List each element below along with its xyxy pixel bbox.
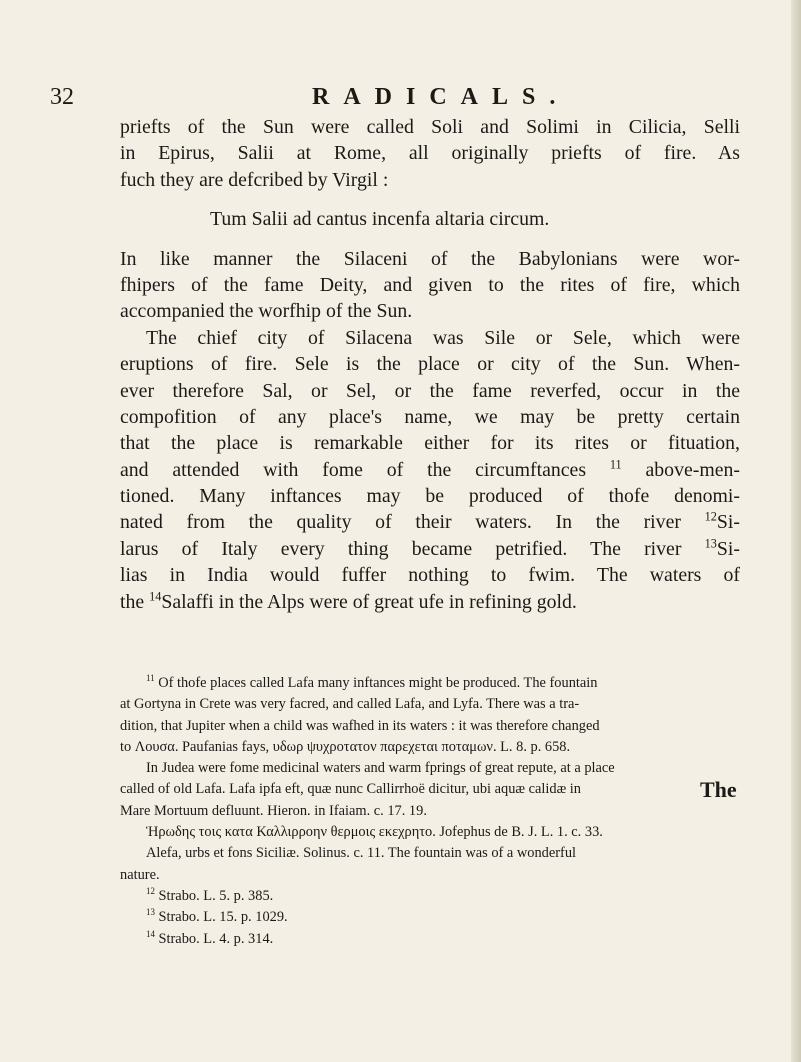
text-line: In like manner the Silaceni of the Babylonians were wor- [120, 247, 740, 270]
text-line: fuch they are defcribed by Virgil : [120, 168, 389, 191]
footnote-line: In Judea were fome medicinal waters and warm fprings of great repute, at a place [146, 760, 615, 777]
footnote-line: called of old Lafa. Lafa ipfa eft, quæ nunc Callirrhoë dicitur, ubi aquæ calidæ in [120, 781, 581, 798]
footnotes [120, 673, 740, 950]
text-line: The chief city of Silacena was Sile or Sele, which were [146, 326, 740, 349]
paragraph-3 [120, 325, 740, 615]
verse-quotation: Tum Salii ad cantus incenfa altaria circum. [210, 208, 550, 231]
footnote-line: $^{13}$ Strabo. L. 15. p. 1029. [146, 907, 288, 926]
paragraph-1 [120, 114, 740, 193]
text-line: eruptions of fire. Sele is the place or city of the Sun. When- [120, 353, 740, 376]
footnote-line: dition, that Jupiter when a child was wafhed in its waters : it was therefore changed [120, 717, 600, 734]
footnote-line: $^{11}$ Of thofe places called Lafa many inftances might be produced. The fountain [146, 673, 598, 691]
body-text [120, 114, 740, 615]
text-line: compofition of any place's name, we may be pretty certain [120, 405, 740, 428]
footnote-ref[interactable]: 12 [704, 509, 717, 524]
footnote-line: $^{14}$ Strabo. L. 4. p. 314. [146, 928, 274, 947]
text-line: tioned. Many inftances may be produced of thofe denomi- [120, 485, 740, 508]
text-line: that the place is remarkable either for its rites or fituation, [120, 432, 740, 455]
running-head: RADICALS. [312, 84, 570, 110]
footnote-ref[interactable]: 13 [704, 536, 717, 551]
text-line: ever therefore Sal, or Sel, or the fame reverfed, occur in the [120, 379, 740, 402]
text-line: fhipers of the fame Deity, and given to the rites of fire, which [120, 273, 740, 296]
text-line: priefts of the Sun were called Soli and Solimi in Cilicia, Selli [120, 116, 740, 138]
footnote-mark: 14 [146, 928, 155, 939]
footnote-line: at Gortyna in Crete was very facred, and called Lafa, and Lyfa. There was a tra- [120, 696, 580, 713]
text-line: nated from the quality of their waters. In the river $^{12}$Si- [120, 509, 740, 534]
footnote-ref[interactable]: 14 [149, 589, 162, 604]
footnote-ref[interactable]: 11 [609, 457, 622, 472]
footnote-line: nature. [120, 866, 160, 883]
page-number: 32 [50, 84, 74, 110]
text-line: larus of Italy every thing became petrified. The river $^{13}$Si- [120, 536, 740, 560]
paragraph-2 [120, 246, 740, 325]
page-edge [791, 0, 801, 1062]
footnote-mark: 11 [146, 673, 155, 684]
footnote-mark: 12 [146, 886, 155, 897]
footnote-line: Alefa, urbs et fons Siciliæ. Solinus. c. 11. The fountain was of a wonderful [146, 845, 577, 862]
catchword: The [700, 777, 737, 802]
text-line: the $^{14}$Salaffi in the Alps were of great ufe in refining gold. [120, 589, 577, 613]
text-line: and attended with fome of the circumftances $^{11}$ above-men- [120, 457, 740, 481]
footnote-line: $^{12}$ Strabo. L. 5. p. 385. [146, 886, 274, 904]
footnote-line: Mare Mortuum defluunt. Hieron. in Ifaiam. c. 17. 19. [120, 802, 427, 819]
text-line: lias in India would fuffer nothing to fwim. The waters of [120, 564, 740, 587]
footnote-line: to Λουσα. Paufanias fays, υδωρ ψυχροτατον παρεχεται ποταμων. L. 8. p. 658. [120, 738, 571, 755]
footnote-line: Ἡρωδης τοις κατα Καλλιρροην θερμοις εκεχρητο. Jofephus de B. J. L. 1. c. 33. [146, 824, 603, 841]
footnote-mark: 13 [146, 907, 155, 918]
text-line: in Epirus, Salii at Rome, all originally priefts of fire. As [120, 142, 740, 165]
text-line: accompanied the worfhip of the Sun. [120, 300, 413, 323]
